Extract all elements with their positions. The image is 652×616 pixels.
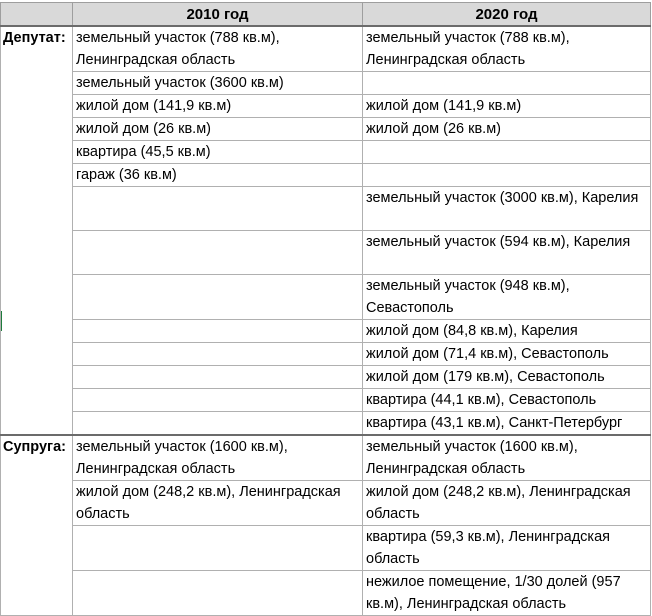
group-label[interactable]: Супруга: [1, 435, 73, 481]
group-label-cell[interactable] [1, 164, 73, 187]
group-label[interactable]: Депутат: [1, 26, 73, 72]
cell-2010[interactable] [73, 526, 363, 571]
cell-2010[interactable] [73, 275, 363, 320]
cell-2010[interactable] [73, 389, 363, 412]
cell-2020[interactable]: квартира (44,1 кв.м), Севастополь [363, 389, 651, 412]
cell-2020[interactable]: квартира (59,3 кв.м), Ленинградская область [363, 526, 651, 571]
cell-2010[interactable]: квартира (45,5 кв.м) [73, 141, 363, 164]
group-label-cell[interactable] [1, 95, 73, 118]
cell-2020[interactable]: земельный участок (1600 кв.м), Ленинградская область [363, 435, 651, 481]
header-corner[interactable] [1, 3, 73, 27]
cell-2020[interactable]: жилой дом (71,4 кв.м), Севастополь [363, 343, 651, 366]
table-row [1, 435, 651, 481]
cell-2010[interactable]: земельный участок (3600 кв.м) [73, 72, 363, 95]
group-label-cell[interactable] [1, 187, 73, 231]
cell-2010[interactable]: земельный участок (1600 кв.м), Ленинградская область [73, 435, 363, 481]
header-2010[interactable]: 2010 год [73, 3, 363, 27]
table-row [1, 343, 651, 366]
cell-2020[interactable] [363, 164, 651, 187]
table-row [1, 571, 651, 616]
table-row [1, 366, 651, 389]
group-label-cell[interactable] [1, 320, 73, 343]
cell-2010[interactable] [73, 343, 363, 366]
cell-2020[interactable]: жилой дом (84,8 кв.м), Карелия [363, 320, 651, 343]
group-label-cell[interactable] [1, 389, 73, 412]
group-label-cell[interactable] [1, 571, 73, 616]
group-label-cell[interactable] [1, 412, 73, 436]
header-2020[interactable]: 2020 год [363, 3, 651, 27]
cell-2010[interactable] [73, 571, 363, 616]
table-row [1, 118, 651, 141]
table-row [1, 389, 651, 412]
table-body [1, 26, 651, 616]
cell-2020[interactable]: нежилое помещение, 1/30 долей (957 кв.м), Ленинградская область [363, 571, 651, 616]
table-row [1, 26, 651, 72]
cell-2010[interactable]: земельный участок (788 кв.м), Ленинградская область [73, 26, 363, 72]
cell-2010[interactable] [73, 231, 363, 275]
table-row [1, 526, 651, 571]
cell-2020[interactable]: квартира (43,1 кв.м), Санкт-Петербург [363, 412, 651, 436]
table-row [1, 320, 651, 343]
cell-2010[interactable] [73, 320, 363, 343]
cell-2020[interactable]: жилой дом (248,2 кв.м), Ленинградская область [363, 481, 651, 526]
table-row [1, 275, 651, 320]
cell-2010[interactable]: гараж (36 кв.м) [73, 164, 363, 187]
cell-2020[interactable]: земельный участок (948 кв.м), Севастополь [363, 275, 651, 320]
cell-2020[interactable]: жилой дом (26 кв.м) [363, 118, 651, 141]
table-row [1, 231, 651, 275]
assets-table [0, 2, 651, 616]
cell-2010[interactable] [73, 187, 363, 231]
table-row [1, 72, 651, 95]
cell-2010[interactable]: жилой дом (248,2 кв.м), Ленинградская область [73, 481, 363, 526]
group-label-cell[interactable] [1, 231, 73, 275]
cell-2020[interactable]: земельный участок (3000 кв.м), Карелия [363, 187, 651, 231]
group-label-cell[interactable] [1, 275, 73, 320]
cell-2020[interactable] [363, 72, 651, 95]
cell-2020[interactable]: земельный участок (594 кв.м), Карелия [363, 231, 651, 275]
group-label-cell[interactable] [1, 118, 73, 141]
table-row [1, 187, 651, 231]
table-row [1, 481, 651, 526]
group-label-cell[interactable] [1, 72, 73, 95]
table-row [1, 141, 651, 164]
group-label-cell[interactable] [1, 481, 73, 526]
cell-2010[interactable] [73, 412, 363, 436]
group-label-cell[interactable] [1, 526, 73, 571]
table-row [1, 164, 651, 187]
cell-2010[interactable] [73, 366, 363, 389]
table-row [1, 95, 651, 118]
cell-2010[interactable]: жилой дом (26 кв.м) [73, 118, 363, 141]
table-row [1, 412, 651, 436]
group-label-cell[interactable] [1, 141, 73, 164]
group-label-cell[interactable] [1, 366, 73, 389]
cell-2010[interactable]: жилой дом (141,9 кв.м) [73, 95, 363, 118]
header-row [1, 3, 651, 27]
cell-2020[interactable] [363, 141, 651, 164]
cell-2020[interactable]: жилой дом (141,9 кв.м) [363, 95, 651, 118]
cell-2020[interactable]: жилой дом (179 кв.м), Севастополь [363, 366, 651, 389]
group-label-cell[interactable] [1, 343, 73, 366]
cell-2020[interactable]: земельный участок (788 кв.м), Ленинградская область [363, 26, 651, 72]
